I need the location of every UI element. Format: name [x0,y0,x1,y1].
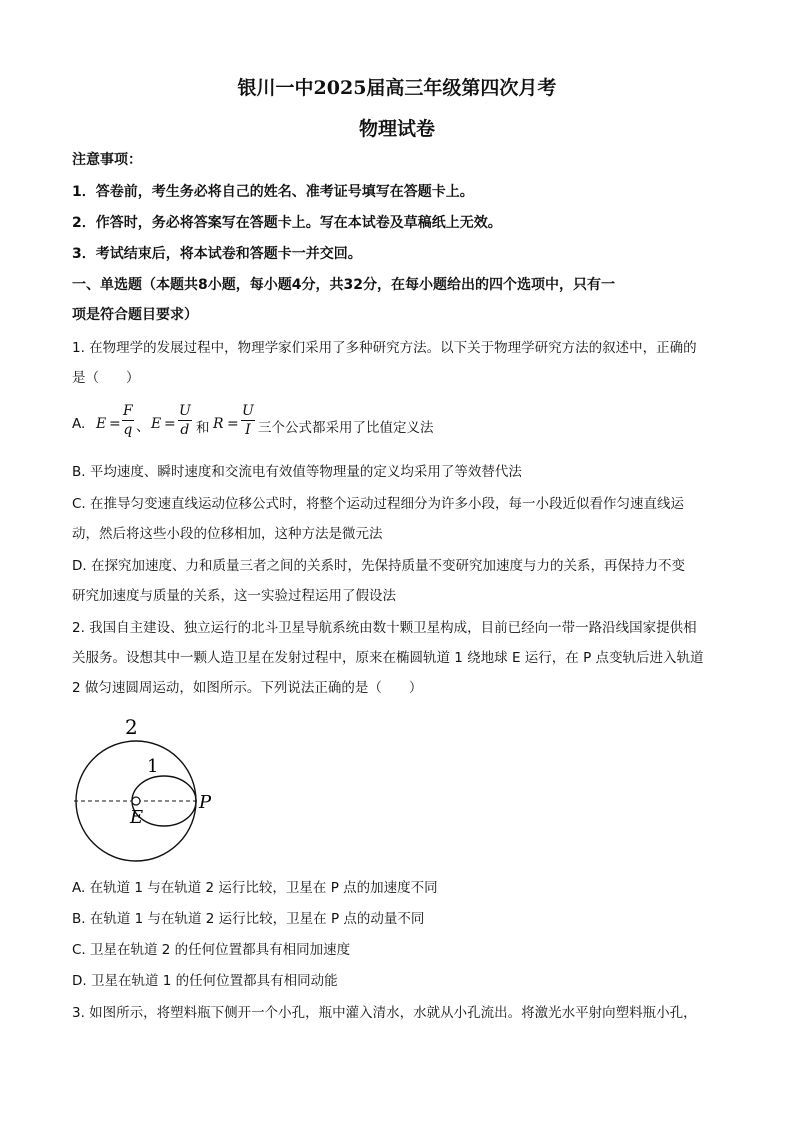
q1-option-d-line-2: 研究加速度与质量的关系，这一实验过程运用了假设法 [72,588,396,604]
fraction-f-over-q [122,402,134,439]
q3-stem-line-1: 3. 如图所示，将塑料瓶下侧开一个小孔，瓶中灌入清水，水就从小孔流出。将激光水平射向塑料瓶小孔， [72,1005,697,1021]
fraction-denominator: d [180,422,190,438]
separator: 、 [136,419,150,435]
q1-stem-line-2: 是（ ） [72,370,140,386]
q2-stem-line-2: 关服务。设想其中一颗人造卫星在发射过程中，原来在椭圆轨道 1 绕地球 E 运行，在 P 点变轨后进入轨道 [72,650,704,666]
formula-e-symbol: E [151,416,162,432]
orbit-figure [70,712,230,866]
formula-e-symbol: E [96,416,107,432]
fraction-u-over-d [178,402,192,439]
q1-stem-line-1: 1. 在物理学的发展过程中，物理学家们采用了多种研究方法。以下关于物理学研究方法的叙述中，正确的 [72,340,697,356]
fraction-u-over-i [241,402,255,439]
point-p-label: P [199,792,212,813]
equals-sign: = [164,416,176,432]
exam-subtitle: 物理试卷 [358,118,435,140]
fraction-numerator: F [123,403,133,419]
section-heading-line-1: 一、单选题（本题共8小题，每小题4分，共32分，在每小题给出的四个选项中，只有一 [72,277,615,293]
q1-option-c-line-2: 动，然后将这些小段的位移相加，这种方法是微元法 [72,526,383,542]
orbit-2-label: 2 [125,715,138,739]
notice-item-3: 3．考试结束后，将本试卷和答题卡一并交回。 [72,246,362,262]
option-a-text: 三个公式都采用了比值定义法 [258,420,434,436]
orbit-1-label: 1 [147,756,159,777]
notice-item-2: 2．作答时，务必将答案写在答题卡上。写在本试卷及草稿纸上无效。 [72,215,502,231]
formula-r-symbol: R [213,416,224,432]
orbit-diagram [70,712,230,862]
equals-sign: = [227,416,239,432]
q2-option-c: C. 卫星在轨道 2 的任何位置都具有相同加速度 [72,942,351,958]
earth-dot [132,797,140,805]
q1-option-a [72,402,722,446]
exam-title: 银川一中2025届高三年级第四次月考 [237,77,557,99]
fraction-denominator: I [245,422,251,438]
notice-heading: 注意事项： [72,152,142,168]
notice-item-1: 1．答卷前，考生务必将自己的姓名、准考证号填写在答题卡上。 [72,184,474,200]
fraction-numerator: U [179,403,191,419]
equals-sign: = [109,416,121,432]
q1-option-c-line-1: C. 在推导匀变速直线运动位移公式时，将整个运动过程细分为许多小段，每一小段近似看作匀速直线运 [72,496,685,512]
q2-stem-line-3: 2 做匀速圆周运动，如图所示。下列说法正确的是（ ） [72,680,423,696]
earth-label: E [130,807,144,828]
q2-option-a: A. 在轨道 1 与在轨道 2 运行比较，卫星在 P 点的加速度不同 [72,880,438,896]
q2-option-b: B. 在轨道 1 与在轨道 2 运行比较，卫星在 P 点的动量不同 [72,911,425,927]
fraction-denominator: q [123,422,133,438]
option-a-label: A. [72,416,86,432]
q1-option-d-line-1: D. 在探究加速度、力和质量三者之间的关系时，先保持质量不变研究加速度与力的关系，再保持力不变 [72,558,685,574]
and-word: 和 [196,420,210,436]
q2-option-d: D. 卫星在轨道 1 的任何位置都具有相同动能 [72,973,338,989]
q1-option-b: B. 平均速度、瞬时速度和交流电有效值等物理量的定义均采用了等效替代法 [72,464,522,480]
q2-stem-line-1: 2. 我国自主建设、独立运行的北斗卫星导航系统由数十颗卫星构成，目前已经向一带一路沿线国家提供相 [72,620,697,636]
fraction-numerator: U [242,403,254,419]
section-heading-line-2: 项是符合题目要求） [72,307,198,323]
